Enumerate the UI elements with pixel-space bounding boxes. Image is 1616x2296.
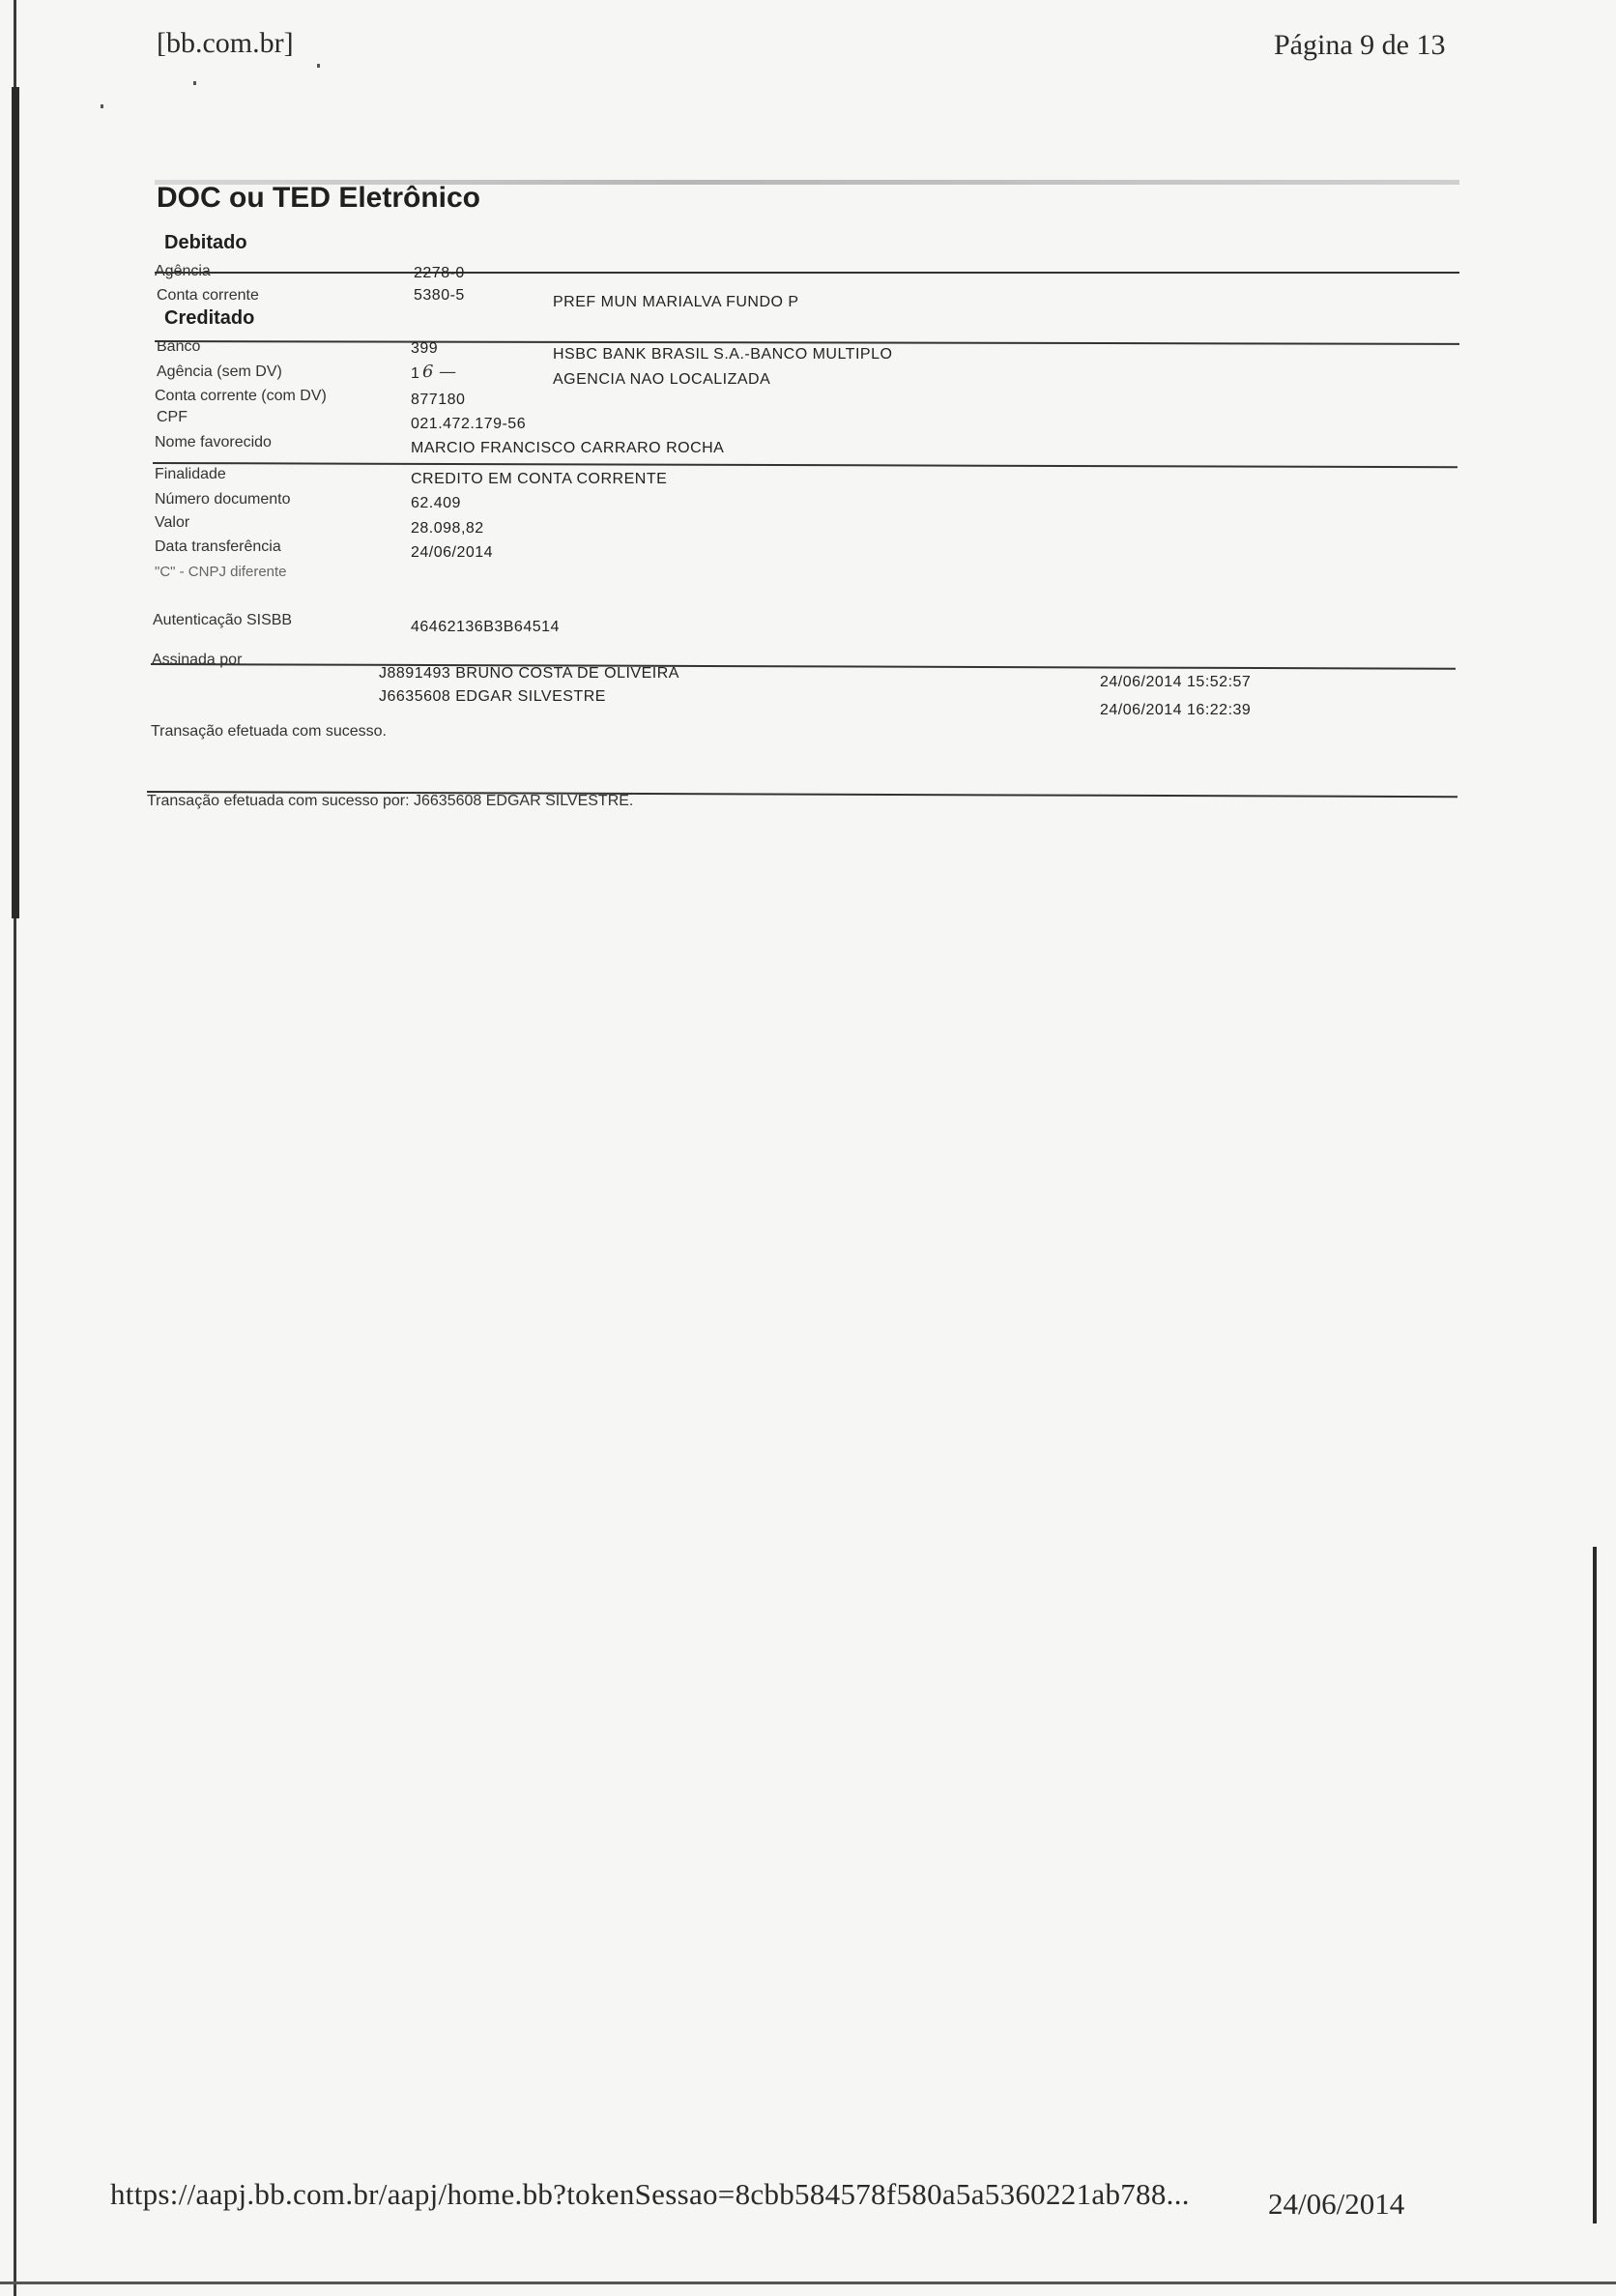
label-cpf: CPF	[157, 409, 188, 425]
value-titular-debito: PREF MUN MARIALVA FUNDO P	[553, 294, 799, 310]
label-agencia-credito: Agência (sem DV)	[157, 363, 282, 380]
footer-date: 24/06/2014	[1268, 2187, 1405, 2221]
label-nome-favorecido: Nome favorecido	[155, 434, 272, 450]
value-banco-nome: HSBC BANK BRASIL S.A.-BANCO MULTIPLO	[553, 346, 893, 363]
label-agencia-debito: Agência	[155, 263, 211, 279]
label-autenticacao: Autenticação SISBB	[153, 612, 293, 628]
signer-name: J6635608 EDGAR SILVESTRE	[379, 688, 606, 705]
value-nome-favorecido: MARCIO FRANCISCO CARRARO ROCHA	[411, 440, 725, 456]
scan-speck	[317, 64, 320, 68]
final-status-message: Transação efetuada com sucesso por: J6635608 EDGAR SILVESTRE.	[147, 793, 634, 809]
section-creditado: Creditado	[164, 307, 255, 329]
section-debitado: Debitado	[164, 232, 247, 253]
label-finalidade: Finalidade	[155, 466, 226, 482]
label-data-transferencia: Data transferência	[155, 538, 281, 555]
value-agencia-credito: 1	[411, 365, 420, 382]
value-conta-debito: 5380-5	[414, 287, 465, 304]
label-numero-documento: Número documento	[155, 491, 291, 508]
status-message: Transação efetuada com sucesso.	[151, 723, 387, 740]
value-numero-documento: 62.409	[411, 495, 461, 511]
divider	[155, 272, 1459, 274]
divider	[153, 462, 1457, 468]
value-agencia-nome: AGENCIA NAO LOCALIZADA	[553, 371, 771, 388]
header-site: [bb.com.br]	[157, 27, 294, 59]
label-valor: Valor	[155, 514, 190, 531]
value-cpf: 021.472.179-56	[411, 416, 527, 432]
footer-url: https://aapj.bb.com.br/aapj/home.bb?tokenSessao=8cbb584578f580a5a5360221ab788...	[110, 2177, 1190, 2211]
scan-speck	[193, 81, 196, 85]
document-title: DOC ou TED Eletrônico	[157, 182, 481, 214]
value-valor: 28.098,82	[411, 520, 484, 537]
value-agencia-debito: 2278-0	[414, 265, 465, 281]
divider	[151, 663, 1456, 670]
note-cnpj: "C" - CNPJ diferente	[155, 564, 287, 580]
value-autenticacao: 46462136B3B64514	[411, 619, 560, 635]
label-assinada-por: Assinada por	[152, 652, 243, 668]
signer-name: J8891493 BRUNO COSTA DE OLIVEIRA	[379, 665, 679, 682]
value-conta-credito: 877180	[411, 392, 466, 408]
scan-edge-left-dark	[12, 87, 19, 918]
label-conta-credito: Conta corrente (com DV)	[155, 388, 327, 404]
value-banco: 399	[411, 340, 439, 357]
handwritten-agencia-digit: 6 —	[422, 362, 457, 382]
scan-speck	[101, 104, 103, 108]
divider	[155, 340, 1459, 345]
label-conta-debito: Conta corrente	[157, 287, 259, 304]
signer-datetime: 24/06/2014 16:22:39	[1100, 702, 1252, 718]
scan-edge-bottom	[0, 2281, 1616, 2284]
label-banco: Banco	[157, 338, 201, 355]
signer-datetime: 24/06/2014 15:52:57	[1100, 674, 1252, 690]
value-finalidade: CREDITO EM CONTA CORRENTE	[411, 471, 668, 487]
scan-edge-right	[1593, 1547, 1597, 2223]
value-data-transferencia: 24/06/2014	[411, 544, 494, 561]
header-page-number: Página 9 de 13	[1274, 29, 1446, 61]
